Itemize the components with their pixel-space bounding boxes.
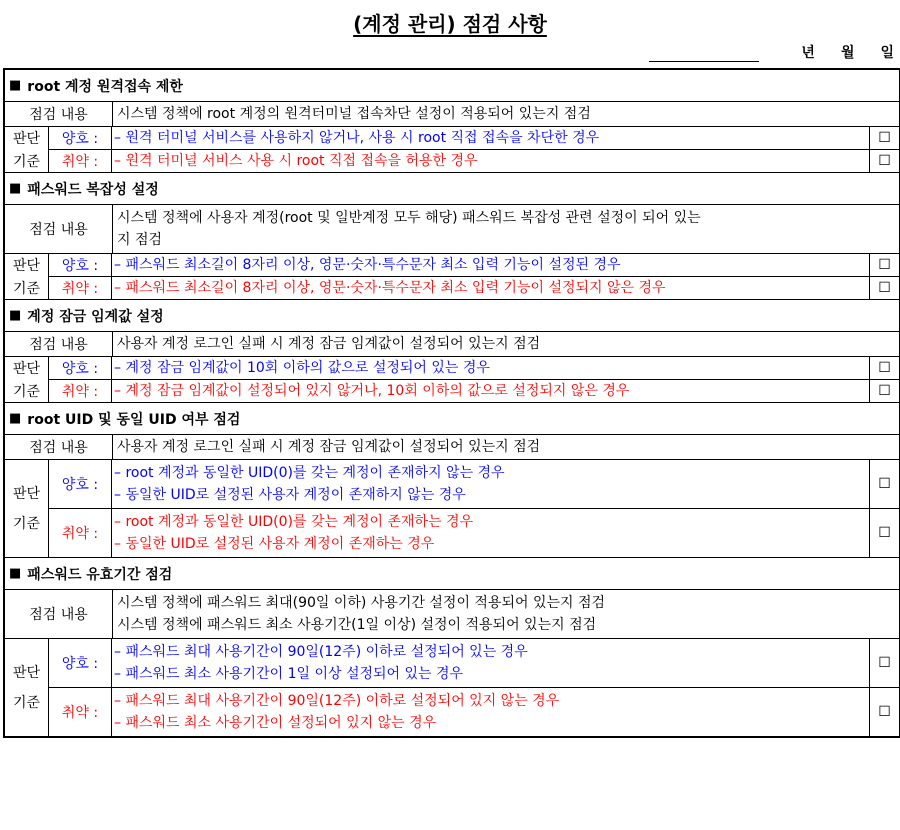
good-criteria-text	[112, 639, 870, 687]
criteria-block	[5, 639, 899, 736]
square-bullet: ■	[9, 566, 22, 581]
section-title	[5, 70, 899, 102]
bad-criteria-line: – 계정 잠금 임계값이 설정되어 있지 않거나, 10회 이하의 값으로 설정되지 않은 경우	[114, 383, 630, 399]
bad-criteria-row	[49, 150, 899, 172]
square-bullet: ■	[9, 308, 22, 323]
square-bullet: ■	[9, 181, 22, 196]
check-content-label: 점검 내용	[5, 590, 113, 638]
bad-label: 취약 :	[49, 150, 112, 172]
square-bullet: ■	[9, 411, 22, 426]
check-content-text: 사용자 계정 로그인 실패 시 계정 잠금 임계값이 설정되어 있는지 점검	[117, 336, 541, 352]
good-criteria-line: – 동일한 UID로 설정된 사용자 계정이 존재하지 않는 경우	[114, 487, 466, 503]
bad-criteria-row	[49, 380, 899, 402]
check-content-text: 지 점검	[117, 232, 163, 248]
good-criteria-row	[49, 639, 899, 688]
square-bullet: ■	[9, 78, 22, 93]
check-content-row	[5, 332, 899, 357]
criteria-label-line2: 기준	[12, 694, 41, 711]
criteria-label-line2: 기준	[12, 383, 41, 400]
check-content-text: 시스템 정책에 패스워드 최소 사용기간(1일 이상) 설정이 적용되어 있는지 점검	[117, 617, 597, 633]
bad-criteria-line: – 패스워드 최대 사용기간이 90일(12주) 이하로 설정되어 있지 않는 경우	[114, 693, 560, 709]
date-year-label: 년	[801, 45, 815, 61]
check-section	[5, 173, 899, 300]
bad-label: 취약 :	[49, 688, 112, 736]
criteria-label-line2: 기준	[12, 280, 41, 297]
good-checkbox[interactable]: ☐	[878, 130, 891, 146]
check-section	[5, 403, 899, 558]
check-section	[5, 300, 899, 403]
check-content-row	[5, 102, 899, 127]
section-title	[5, 558, 899, 590]
good-criteria-row	[49, 254, 899, 277]
bad-criteria-line: – 원격 터미널 서비스 사용 시 root 직접 접속을 허용한 경우	[114, 153, 478, 169]
section-title-text: 패스워드 복잡성 설정	[27, 181, 159, 198]
check-content-row	[5, 590, 899, 639]
bad-criteria-row	[49, 688, 899, 736]
criteria-block	[5, 460, 899, 557]
good-label: 양호 :	[49, 254, 112, 276]
bad-criteria-row	[49, 277, 899, 299]
check-content-row	[5, 205, 899, 254]
good-criteria-line: – 원격 터미널 서비스를 사용하지 않거나, 사용 시 root 직접 접속을 차단한 경우	[114, 130, 600, 146]
good-label: 양호 :	[49, 357, 112, 379]
bad-criteria-row	[49, 509, 899, 557]
section-title-text: root UID 및 동일 UID 여부 점검	[27, 411, 241, 428]
good-criteria-row	[49, 460, 899, 509]
criteria-block	[5, 254, 899, 299]
page-title: (계정 관리) 점검 사항	[353, 12, 547, 36]
good-criteria-text	[112, 357, 870, 379]
check-content-label: 점검 내용	[5, 435, 113, 459]
good-label: 양호 :	[49, 127, 112, 149]
criteria-block	[5, 357, 899, 402]
bad-criteria-line: – 패스워드 최소길이 8자리 이상, 영문·숫자·특수문자 최소 입력 기능이 설정되지 않은 경우	[114, 280, 666, 296]
good-criteria-row	[49, 357, 899, 380]
check-content-text: 시스템 정책에 패스워드 최대(90일 이하) 사용기간 설정이 적용되어 있는지 점검	[117, 595, 606, 611]
check-content-row	[5, 435, 899, 460]
bad-criteria-text	[112, 509, 870, 557]
section-title	[5, 403, 899, 435]
criteria-label-line1: 판단	[12, 485, 41, 502]
section-title	[5, 173, 899, 205]
good-checkbox[interactable]: ☐	[878, 655, 891, 671]
criteria-label-line1: 판단	[12, 258, 41, 275]
bad-criteria-text	[112, 688, 870, 736]
criteria-block	[5, 127, 899, 172]
bad-checkbox[interactable]: ☐	[878, 383, 891, 399]
criteria-label	[5, 639, 49, 736]
section-title-text: 패스워드 유효기간 점검	[27, 566, 173, 583]
section-title-text: 계정 잠금 임계값 설정	[27, 308, 164, 325]
criteria-label-line1: 판단	[12, 131, 41, 148]
date-field	[649, 42, 894, 62]
check-content-text: 시스템 정책에 root 계정의 원격터미널 접속차단 설정이 적용되어 있는지 점검	[117, 106, 591, 122]
good-criteria-line: – 패스워드 최대 사용기간이 90일(12주) 이하로 설정되어 있는 경우	[114, 644, 528, 660]
criteria-label-line2: 기준	[12, 515, 41, 532]
good-label: 양호 :	[49, 460, 112, 508]
criteria-label	[5, 254, 49, 299]
check-section	[5, 558, 899, 737]
check-content-label: 점검 내용	[5, 205, 113, 253]
good-criteria-line: – 계정 잠금 임계값이 10회 이하의 값으로 설정되어 있는 경우	[114, 360, 490, 376]
bad-criteria-line: – root 계정과 동일한 UID(0)를 갖는 계정이 존재하는 경우	[114, 514, 474, 530]
date-day-label: 일	[880, 45, 894, 61]
good-criteria-line: – root 계정과 동일한 UID(0)를 갖는 계정이 존재하지 않는 경우	[114, 465, 505, 481]
date-underline	[649, 46, 759, 62]
good-criteria-line: – 패스워드 최소 사용기간이 1일 이상 설정되어 있는 경우	[114, 666, 464, 682]
check-content-text: 사용자 계정 로그인 실패 시 계정 잠금 임계값이 설정되어 있는지 점검	[117, 439, 541, 455]
bad-criteria-text	[112, 150, 870, 172]
good-criteria-text	[112, 254, 870, 276]
good-criteria-text	[112, 460, 870, 508]
bad-label: 취약 :	[49, 277, 112, 299]
good-checkbox[interactable]: ☐	[878, 360, 891, 376]
bad-criteria-line: – 패스워드 최소 사용기간이 설정되어 있지 않는 경우	[114, 715, 437, 731]
bad-checkbox[interactable]: ☐	[878, 525, 891, 541]
good-criteria-row	[49, 127, 899, 150]
section-title-text: root 계정 원격접속 제한	[27, 78, 183, 95]
check-content-label: 점검 내용	[5, 332, 113, 356]
bad-label: 취약 :	[49, 509, 112, 557]
good-checkbox[interactable]: ☐	[878, 257, 891, 273]
section-title	[5, 300, 899, 332]
good-checkbox[interactable]: ☐	[878, 476, 891, 492]
bad-checkbox[interactable]: ☐	[878, 704, 891, 720]
criteria-label-line1: 판단	[12, 361, 41, 378]
criteria-label	[5, 357, 49, 402]
date-month-label: 월	[840, 45, 855, 61]
bad-criteria-text	[112, 380, 870, 402]
criteria-label-line2: 기준	[12, 153, 41, 170]
bad-label: 취약 :	[49, 380, 112, 402]
check-content-text: 시스템 정책에 사용자 계정(root 및 일반계정 모두 해당) 패스워드 복잡성 관련 설정이 되어 있는	[117, 210, 701, 226]
check-section	[5, 70, 899, 173]
criteria-label	[5, 127, 49, 172]
good-criteria-line: – 패스워드 최소길이 8자리 이상, 영문·숫자·특수문자 최소 입력 기능이 설정된 경우	[114, 257, 621, 273]
good-criteria-text	[112, 127, 870, 149]
check-content-label: 점검 내용	[5, 102, 113, 126]
bad-criteria-text	[112, 277, 870, 299]
criteria-label-line1: 판단	[12, 664, 41, 681]
good-label: 양호 :	[49, 639, 112, 687]
criteria-label	[5, 460, 49, 557]
checklist-table	[3, 68, 900, 738]
bad-criteria-line: – 동일한 UID로 설정된 사용자 계정이 존재하는 경우	[114, 536, 435, 552]
bad-checkbox[interactable]: ☐	[878, 280, 891, 296]
bad-checkbox[interactable]: ☐	[878, 153, 891, 169]
